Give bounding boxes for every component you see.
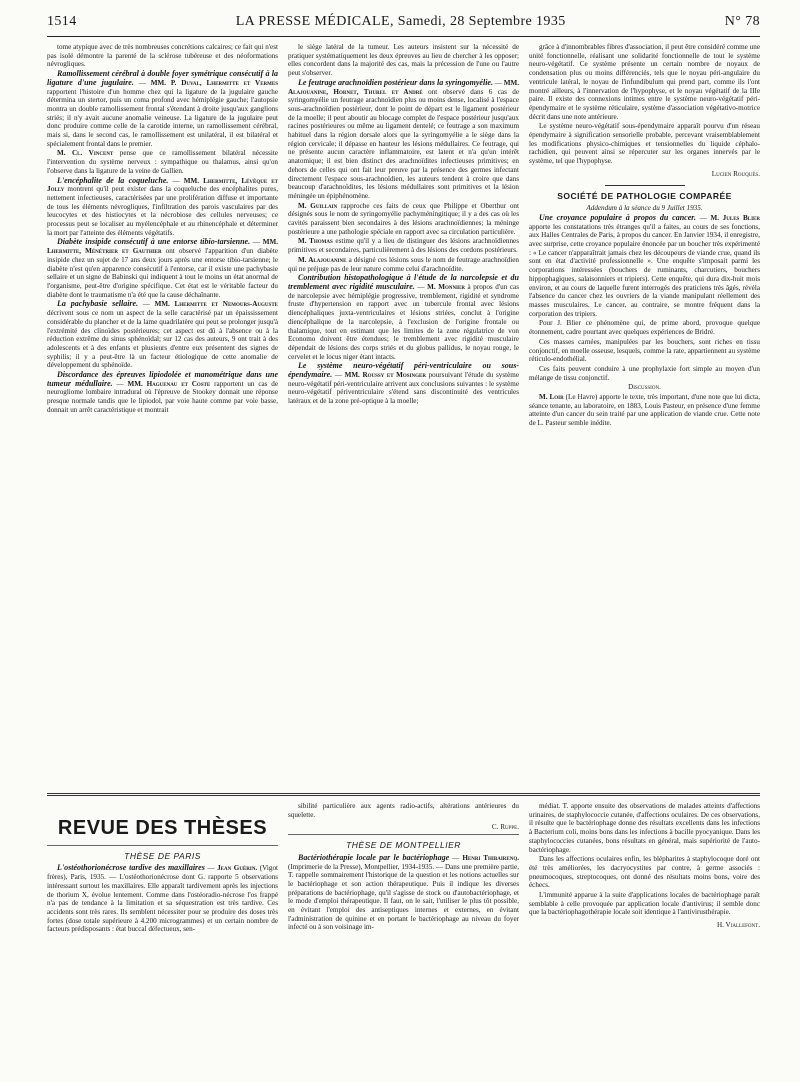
col3-paragraphs-2 (529, 214, 760, 382)
article-title: Diabète insipide consécutif à une entorse tibio-tarsienne. (57, 237, 251, 247)
article-authors: M. Monnier (427, 282, 465, 291)
article-paragraph: Une croyance populaire à propos du cancer. — M. Jules Blier apporte les constatations très étranges qu'il a faites, au cours de ses fonctions, aux Halles Centrales de Paris, à propos du cancer. En Janvier 1934, il enregistre, avec surprise, cette croyance populaire énoncée par un boucher très expérimenté : « Le cancer n'apparaîtrait jamais chez les découpeurs de viande crue, quand ils sont en état d'activité professionnelle ». Une enquête s'imposait parmi les corporations intéressées (bouchers de ruminants, charcutiers, bouchers hippophagiques, salaisonniers et tripiers). Cette enquête, qui dura dix-huit mois environ, et au cours de laquelle furent interrogés des praticiens très âgés, révéla l'absence du cancer chez les ouvriers de la viande manipulant réellement des masses musculaires. Le cancer, au contraire, se montre fréquent dans la corporation des tripiers. (529, 212, 760, 318)
article-text: Dans les affections oculaires enfin, les blépharites à staphylocoque doré ont été très améliorées, les dacryocystites par contre, à germe associés : pneumocoques, streptocoques, ont donné des résultats moins bons, voire des échecs. (529, 855, 760, 890)
article-text: montrent qu'il peut exister dans la coqueluche des encéphalites pures, nettement infectieuses, caractérisées par une prolifération diffuse et importante de tous les éléments névrogliques, l'infiltration des parois vasculaires par des leucocytes et des histiocytes et la nécrobiose des cellules nerveuses; ce processus peut se localiser au myélencéphale et au rhinencéphale et déterminer la mort par l'atteinte des éléments végétatifs. (47, 185, 278, 237)
article-text: rapportent l'histoire d'un homme chez qui la ligature de la jugulaire gauche détermina un stertor, puis un coma profond avec hémiplégie gauche; l'autopsie montra un double ramollissement frontal s'étendant à droite jusqu'aux ganglions striés; il n'y avait aucune anomalie veineuse. La ligature de la jugulaire peut donc produire comme celle de la carotide interne, un ramollissement cérébral, mais si, dans le second cas, le ramollissement est unilatéral, il est bilatéral et spécialement frontal dans le premier. (47, 87, 278, 148)
divider (47, 845, 278, 846)
article-title: Une croyance populaire à propos du cancer. (539, 212, 696, 222)
article-text: Ces faits peuvent conduire à une prophylaxie fort simple au moyen d'un mélange de tissu conjonctif. (529, 364, 760, 382)
article-text: (Imprimerie de la Presse), Montpellier, 1934-1935. — Dans une première partie, T. rappelle sommairement l'historique de la question et les notions actuelles sur le bactériophage et son action thérapeutique. Puis il indique les diverses préparations de bactériophage, qu'il s'agisse de stock ou d'autobactériophage, et le mode d'emploi thérapeutique. Il faut, on le sait, l'utiliser le plus tôt possible, en évitant l'emploi des antiseptiques internes et externes, en évitant l'administration de quinine et en portant le bactériophage au niveau du foyer infecté ou à son voisinage im- (288, 862, 519, 932)
article-text: rapproche ces faits de ceux que Philippe et Oberthur ont désignés sous le nom de syringomyélie pachyméningitique; il y a des cas où les cavités paraissent bien secondaires à des lésions arachnoïdiennes; la méninge postérieure a une pathologie spéciale en rapport avec sa circulation particulière. (288, 201, 519, 236)
article-paragraph (529, 122, 760, 166)
article-text: ont observé dans 6 cas de syringomyélie un feutrage arachnoïdien plus ou moins dense, localisé à l'espace sous-arachnoïdien postérieur, dont le point de départ est le ligament postérieur de la moelle; il peut aboutir au blocage complet de l'espace postérieur jusqu'aux racines postérieures ou même au ligament dentelé; ce feutrage a son maximum habituel dans la région dorsale alors que la syringomyélie a le siège dans la région cervicale; il dépasse en hauteur les lésions médullaires. Ce feutrage, qui ne présente aucun caractère inflammatoire, est latent et n'a qu'un intérêt anatomique; il est bien distinct des arachnoïdites infectieuses primitives; en dehors de celles qui ont fait leur preuve par la présence des germes infectant directement l'espace sous-arachnoïdien, les auteurs tendent à croire que dans beaucoup d'arachnoïdites, les lésions médullaires sont primitives et la lésion méningée un épiphénomène. (288, 87, 519, 200)
article-paragraph: Le feutrage arachnoïdien postérieur dans la syringomyélie. — MM. Alajouanine, Hornet, Thurel et André ont observé dans 6 cas de syringomyélie un feutrage arachnoïdien plus ou moins dense, localisé à l'espace sous-arachnoïdien postérieur, dont le point de départ est le ligament postérieur de la moelle; il peut aboutir au blocage complet de l'espace postérieur jusqu'aux racines postérieures ou même au ligament dentelé; ce feutrage a son maximum habituel dans la région dorsale alors que la syringomyélie a le siège dans la région cervicale; il dépasse en hauteur les lésions médullaires. Ce feutrage, qui ne présente aucun caractère inflammatoire, est latent et n'a qu'un intérêt anatomique; il est bien distinct des arachnoïdites infectieuses primitives; en dehors de celles qui ont fait leur preuve par la présence des germes infectant directement l'espace sous-arachnoïdien, les auteurs tendent à croire que dans beaucoup d'arachnoïdites, les lésions médullaires sont primitives et la lésion méningée un épiphénomène. (288, 77, 519, 200)
article-text: décrivent sous ce nom un aspect de la selle caractérisé par un épaississement considérable du plancher et de la lame quadrilatère qui peut se prolonger jusqu'à l'extrémité des clinoïdes postérieures; cet aspect est dû à l'absence ou à la réduction extrême du sinus sphénoïdal; sur 12 cas des auteurs, 9 ont trait à des adolescents et à des enfants et plusieurs d'entre eux présentent des signes de syphilis; il y a peut-être là un facteur étiologique de cette anomalie de développement du sphénoïde. (47, 309, 278, 370)
article-text: grâce à d'innombrables fibres d'association, il peut être considéré comme une unité fonctionnelle, réalisant une solidarité fonctionnelle de tout le système neuro-végétatif. Ce système présente un certain nombre de noyaux de condensation plus ou moins différenciés, tels que le noyau péri-angulaire du ventricule latéral, le noyau de l'infundibulum qui prend part, comme ils l'ont montré ailleurs, à l'innervation de l'hypophyse, et le noyau végétatif de la IIIe paire. Il existe des connexions intimes entre le système neuro-végétatif péri-épendymaire et le système réticulaire, système d'association végétativo-motrice décrit dans une note antérieure. (529, 43, 760, 121)
article-paragraph (529, 891, 760, 917)
article-paragraph (47, 149, 278, 175)
article-authors: Jean Guérin. (217, 864, 258, 873)
article-paragraph: Ramollissement cérébral à double foyer symétrique consécutif à la ligature d'une jugulaire. — MM. P. Duval, Lhermitte et Vermes rapportent l'histoire d'un homme chez qui la ligature de la jugulaire gauche détermina un stertor, puis un coma profond avec hémiplégie gauche; l'autopsie montra un double ramollissement frontal s'étendant à droite jusqu'aux ganglions striés; il n'y avait aucune anomalie veineuse. La ligature de la jugulaire peut donc produire comme celle de la carotide interne, un ramollissement cérébral, mais si, dans le second cas, le ramollissement est unilatéral, il est bilatéral et spécialement frontal dans le premier. (47, 69, 278, 148)
revue-des-theses-title: REVUE DES THÈSES (57, 817, 268, 839)
article-paragraph: La pachybasie sellaire. — MM. Lhermitte et Nemours-Auguste décrivent sous ce nom un aspect de la selle caractérisé par un épaississement considérable du plancher et de la lame quadrilatère qui peut se prolonger jusqu'à l'extrémité des clinoïdes postérieures; cet aspect est dû à l'absence ou à la réduction extrême du sinus sphénoïdal; sur 12 cas des auteurs, 9 ont trait à des adolescents et à des enfants et plusieurs d'entre eux présentent des signes de syphilis; il y a peut-être là un facteur étiologique de cette anomalie de développement du sphénoïde. (47, 299, 278, 370)
bottom-section (47, 802, 760, 935)
article-paragraph (529, 393, 760, 428)
article-paragraph: Bactériothérapie locale par le bactériophage — Henri Thibairenq. (Imprimerie de la Presse), Montpellier, 1934-1935. — Dans une première partie, T. rappelle sommairement l'historique de la question et les notions actuelles sur le bactériophage et son action thérapeutique. Puis il indique les diverses préparations de bactériophage, qu'il s'agisse de stock ou d'autobactériophage, et le mode d'emploi thérapeutique. Il faut, on le sait, l'utiliser le plus tôt possible, en évitant l'emploi des antiseptiques internes et externes, en évitant l'administration de quinine et en portant le bactériophage au niveau du foyer infecté ou à son voisinage im- (288, 852, 519, 932)
col3-paragraphs-3 (529, 393, 760, 428)
article-text: poursuivant l'étude du système neuro-végétatif péri-ventriculaire arrivent aux conclusions suivantes : le système neuro-végétatif périventriculaire s'étend sans discontinuité des ventricules latéraux et de la zone pré-optique à la moelle; (288, 371, 519, 406)
article-authors: M. Cl. Vincent (57, 149, 114, 158)
article-text: rapportent un cas de neurogliome lombaire intradural où l'épreuve de Stookey donnait une réponse presque normale tandis que le lipiodol, par voie haute comme par voie basse, donnait un arrêt caractéristique et montrait (47, 379, 278, 414)
article-paragraph: Discordance des épreuves lipiodolée et manométrique dans une tumeur médullaire. — MM. Haguenau et Coste rapportent un cas de neurogliome lombaire intradural où l'épreuve de Stookey donnait une réponse presque normale tandis que le lipiodol, par voie haute comme par voie basse, donnait un arrêt caractéristique et montrait (47, 370, 278, 414)
issue-date: Samedi, 28 Septembre 1935 (397, 14, 566, 29)
bottom-col2-paragraphs-2 (288, 854, 519, 932)
article-authors: M. Alajouanine (298, 255, 347, 264)
article-text: tome atypique avec de très nombreuses concrétions calcaires; ce fait qui n'est pas isolé démontre la parenté de la sclérose tubéreuse et des néoformations névrogliques. (47, 43, 278, 69)
article-paragraph (529, 365, 760, 382)
article-authors: MM. Alajouanine, Hornet, Thurel et André (288, 78, 519, 96)
journal-name: LA PRESSE MÉDICALE (235, 14, 390, 29)
article-paragraph (529, 338, 760, 364)
article-text: le siège latéral de la tumeur. Les auteurs insistent sur la nécessité de pratiquer systématiquement les deux épreuves au lieu de chercher à les opposer; elles concordent dans la majorité des cas, mais la précession de l'une ou l'autre peut s'observer. (288, 43, 519, 78)
article-authors: MM. P. Duval, Lhermitte et Vermes (150, 78, 278, 87)
article-paragraph (288, 237, 519, 254)
article-text: (Le Havre) apporte le texte, très important, d'une note que lui dicta, séance tenante, au laboratoire, en 1883, Louis Pasteur, en présence d'une femme atteinte d'un cancer du sein traité par une application de viande crue. Cette note de L. Pasteur semble inédite. (529, 393, 760, 428)
discussion-label: Discussion. (628, 383, 661, 392)
bottom-column-2 (288, 802, 519, 935)
signature: Lucien Rouquès. (711, 169, 760, 178)
article-title: L'encéphalite de la coqueluche. (57, 175, 169, 185)
running-head: LA PRESSE MÉDICALE, Samedi, 28 Septembre 1935 (235, 14, 566, 29)
top-column-2 (288, 43, 519, 783)
article-authors: Henri Thibairenq. (462, 853, 519, 862)
article-title: La pachybasie sellaire. (57, 299, 139, 309)
article-paragraph (529, 43, 760, 121)
article-authors: M. Jules Blier (710, 213, 760, 222)
article-paragraph (288, 43, 519, 78)
article-paragraph (529, 802, 760, 854)
article-authors: MM. Lhermitte, Ménétrier et Gauthier (47, 238, 278, 256)
article-title: Contribution histopathologique à l'étude de la narcolepsie et du tremblement avec rigidité musculaire. (288, 273, 519, 291)
bottom-col2-paragraphs (288, 802, 519, 819)
article-text: a désigné ces lésions sous le nom de feutrage arachnoïdien qui ne préjuge pas de leur nature comme celui d'arachnoïdite. (288, 255, 519, 273)
article-text: médiat. T. apporte ensuite des observations de malades atteints d'affections urinaires, de staphylococcie cutanée, d'affections oculaires. De ces observations, il résulte que le bactériophage donne des résultats excellents dans les infections à Bacterium coli, moins bons dans les infections à bacille pyocyanique. Dans les staphylococcies cutanées, bons résultats en général, mais supériorité de l'auto-bactériophage. (529, 802, 760, 854)
article-authors: M. Guillain (298, 201, 338, 210)
article-paragraph (288, 256, 519, 273)
society-heading: SOCIÉTÉ DE PATHOLOGIE COMPARÉE (557, 190, 732, 201)
article-text: Pour J. Blier ce phénomène qui, de prime abord, provoque quelque étonnement, cadre pourtant avec quelques expériences de Bridré. (529, 319, 760, 337)
divider (605, 185, 685, 186)
article-paragraph: Diabète insipide consécutif à une entorse tibio-tarsienne. — MM. Lhermitte, Ménétrier et Gauthier ont observé l'apparition d'un diabète insipide chez un sujet de 17 ans deux jours après une entorse tibio-tarsienne; le diabète n'est qu'en apparence consécutif à l'entorse, car il existe une pachybasie sellaire et un signe de Babinski qui indiquent à tout le moins un état anormal de l'organisme, peut-être d'origine spécifique. Cet état est le véritable facteur du diabète dont le traumatisme n'a été que la cause déchaînante. (47, 237, 278, 299)
signature: H. Viallefont. (716, 921, 760, 930)
article-authors: MM. Roussy et Mosinger (344, 371, 426, 380)
page-number: 1514 (47, 14, 77, 29)
article-title: Le feutrage arachnoïdien postérieur dans la syringomyélie. (298, 77, 493, 87)
section-separator (47, 793, 760, 796)
article-text: apporte les constatations très étranges qu'il a faites, au cours de ses fonctions, aux Halles Centrales de Paris, à propos du cancer. En Janvier 1934, il enregistre, avec surprise, cette croyance populaire énoncée par un boucher très expérimenté : « Le cancer n'apparaîtrait jamais chez les découpeurs de viande crue, quand ils sont en état d'activité professionnelle ». Une enquête s'imposait parmi les corporations intéressées (bouchers de ruminants, charcutiers, bouchers hippophagiques, salaisonniers et tripiers). Cette enquête, qui dura dix-huit mois environ, et au cours de laquelle furent interrogés des praticiens très âgés, révéla l'absence du cancer chez les ouvriers de la viande manipulant réellement des masses musculaires. Le cancer, au contraire, se montre fréquent dans la corporation des tripiers. (529, 222, 760, 318)
article-title: Discordance des épreuves lipiodolée et manométrique dans une tumeur médullaire. (47, 370, 278, 388)
bottom-column-3 (529, 802, 760, 935)
article-authors: M. Thomas (298, 237, 333, 246)
article-authors: MM. Lhermitte, Lévêque et Jolly (47, 176, 278, 194)
article-paragraph: L'encéphalite de la coqueluche. — MM. Lhermitte, Lévêque et Jolly montrent qu'il peut exister dans la coqueluche des encéphalites pures, nettement infectieuses, caractérisées par une prolifération diffuse et importante de tous les éléments névrogliques, l'infiltration des parois vasculaires par des leucocytes et des histiocytes et la nécrobiose des cellules nerveuses; ce processus peut se localiser au myélencéphale et au rhinencéphale et déterminer la mort par l'atteinte des éléments végétatifs. (47, 175, 278, 237)
article-title: Le système neuro-végétatif péri-ventriculaire ou sous-épendymaire. (288, 361, 519, 380)
article-paragraph: L'ostéothorionécrose tardive des maxillaires — Jean Guérin. (Vigot frères), Paris, 1935. — L'ostéothorionécrose dont G. rapporte 5 observations intéressant surtout les maxillaires. Elle apparaît tardivement après les injections de thorium X, évolue lentement. Comme dans l'ostéoradio-nécrose l'os frappé n'a pas de tendance à la limitation et sa séquestration est très tardive. Ces accidents sont très rares. Ils semblent nécessiter pour se produire des doses très fortes (dose totale supérieure à 4.200 microgrammes) et un certain nombre de facteurs prédisposants : état buccal défectueux, sen- (47, 863, 278, 934)
article-text: (Vigot frères), Paris, 1935. — L'ostéothorionécrose dont G. rapporte 5 observations intéressant surtout les maxillaires. Elle apparaît tardivement après les injections de thorium X, évolue lentement. Comme dans l'ostéoradio-nécrose l'os frappé n'a pas de tendance à la limitation et sa séquestration est très tardive. Ces accidents sont très rares. Ils semblent nécessiter pour se produire des doses très fortes (dose totale supérieure à 4.200 microgrammes) et un certain nombre de facteurs prédisposants : état buccal défectueux, sen- (47, 864, 278, 934)
bottom-col1-paragraphs (47, 864, 278, 934)
article-text: estime qu'il y a lieu de distinguer des lésions arachnoïdiennes primitives et secondaires, particulièrement à des lésions des cordons postérieurs. (288, 237, 519, 255)
top-section (47, 43, 760, 783)
top-column-3 (529, 43, 760, 783)
article-text: Le système neuro-végétatif sous-épendymaire apparaît pourvu d'un réseau épendymaire à signification sensorielle probable, percevant vraisemblablement les modifications physico-chimiques et tensionnelles du liquide céphalo-rachidien, qui peuvent ainsi se répercuter sur les organes innervés par le système, tel que l'hypophyse. (529, 122, 760, 166)
divider (288, 834, 519, 835)
article-paragraph (47, 43, 278, 69)
article-title: Bactériothérapie locale par le bactériophage (298, 852, 450, 862)
bottom-column-1 (47, 802, 278, 935)
article-title: L'ostéothorionécrose tardive des maxillaires (57, 863, 205, 873)
article-text: sibilité particulière aux agents radio-actifs, altérations antérieures du squelette. (288, 802, 519, 819)
article-paragraph: Le système neuro-végétatif péri-ventriculaire ou sous-épendymaire. — MM. Roussy et Mosinger poursuivant l'étude du système neuro-végétatif péri-ventriculaire arrivent aux conclusions suivantes : le système neuro-végétatif périventriculaire s'étend sans discontinuité des ventricules latéraux et de la zone pré-optique à la moelle; (288, 361, 519, 406)
article-title: Ramollissement cérébral à double foyer symétrique consécutif à la ligature d'une jugulaire. (47, 69, 278, 87)
issue-number: N° 78 (724, 14, 760, 29)
article-text: pense que ce ramollissement bilatéral nécessite l'intervention du système nerveux : sympathique ou thalamus, ainsi qu'on l'observe dans la ligature de la veine de Gallien. (47, 149, 278, 175)
signature: C. Ruppe. (491, 823, 519, 832)
bottom-col3-paragraphs (529, 802, 760, 917)
article-authors: MM. Haguenau et Coste (127, 379, 211, 388)
addendum: Addendum à la séance du 9 Juillet 1935. (586, 204, 703, 213)
article-paragraph (288, 802, 519, 819)
article-authors: MM. Lhermitte et Nemours-Auguste (154, 300, 278, 309)
article-text: Ces masses carnées, manipulées par les bouchers, sont riches en tissu conjonctif, en moelle osseuse, lesquels, comme la rate, appartiennent au système réticulo-endothélial. (529, 337, 760, 364)
col3-paragraphs (529, 43, 760, 166)
article-authors: M. Loir (539, 393, 564, 402)
article-text: à propos d'un cas de narcolepsie avec hémiplégie progressive, tremblement, rigidité et syndrome fruste d'hypertension en rapport avec un tubercule frontal avec lésions diencéphaliques juxta-ventriculaires et lésions striées, conclut à l'origine diencéphalique de la narcolepsie, à l'exclusion de l'origine frontale ou thalamique, tout en estimant que les limites de la zone régulatrice de von Economo doivent être étendues; le tremblement avec rigidité musculaire dépendait de lésions des corps striés et du globus pallidus, le noyau rouge, le cervelet et le locus niger étant intacts. (288, 282, 519, 361)
page-header (47, 14, 760, 37)
these-paris-heading: THÈSE DE PARIS (124, 850, 201, 861)
article-text: L'immunité apparue à la suite d'applications locales de bactériophage paraît semblable à celle provoquée par application locale d'antivirus; il semble donc que la bactériophagothérapie locale soit identique à l'antivirusthérapie. (529, 891, 760, 917)
these-montpellier-heading: THÈSE DE MONTPELLIER (346, 840, 461, 851)
article-paragraph (529, 855, 760, 890)
article-paragraph: Contribution histopathologique à l'étude de la narcolepsie et du tremblement avec rigidité musculaire. — M. Monnier à propos d'un cas de narcolepsie avec hémiplégie progressive, tremblement, rigidité et syndrome fruste d'hypertension en rapport avec un tubercule frontal avec lésions diencéphaliques juxta-ventriculaires et lésions striées, conclut à l'origine diencéphalique de la narcolepsie, à l'exclusion de l'origine frontale ou thalamique, tout en estimant que les limites de la zone régulatrice de von Economo doivent être étendues; le tremblement avec rigidité musculaire dépendait de lésions des corps striés et du globus pallidus, le noyau rouge, le cervelet et le locus niger étant intacts. (288, 273, 519, 361)
article-paragraph (288, 202, 519, 237)
article-paragraph (529, 319, 760, 336)
article-text: ont observé l'apparition d'un diabète insipide chez un sujet de 17 ans deux jours après une entorse tibio-tarsienne; le diabète n'est qu'en apparence consécutif à l'entorse, car il existe une pachybasie sellaire et un signe de Babinski qui indiquent à tout le moins un état anormal de l'organisme, peut-être d'origine spécifique. Cet état est le véritable facteur du diabète dont le traumatisme n'a été que la cause déchaînante. (47, 247, 278, 299)
top-column-1 (47, 43, 278, 783)
